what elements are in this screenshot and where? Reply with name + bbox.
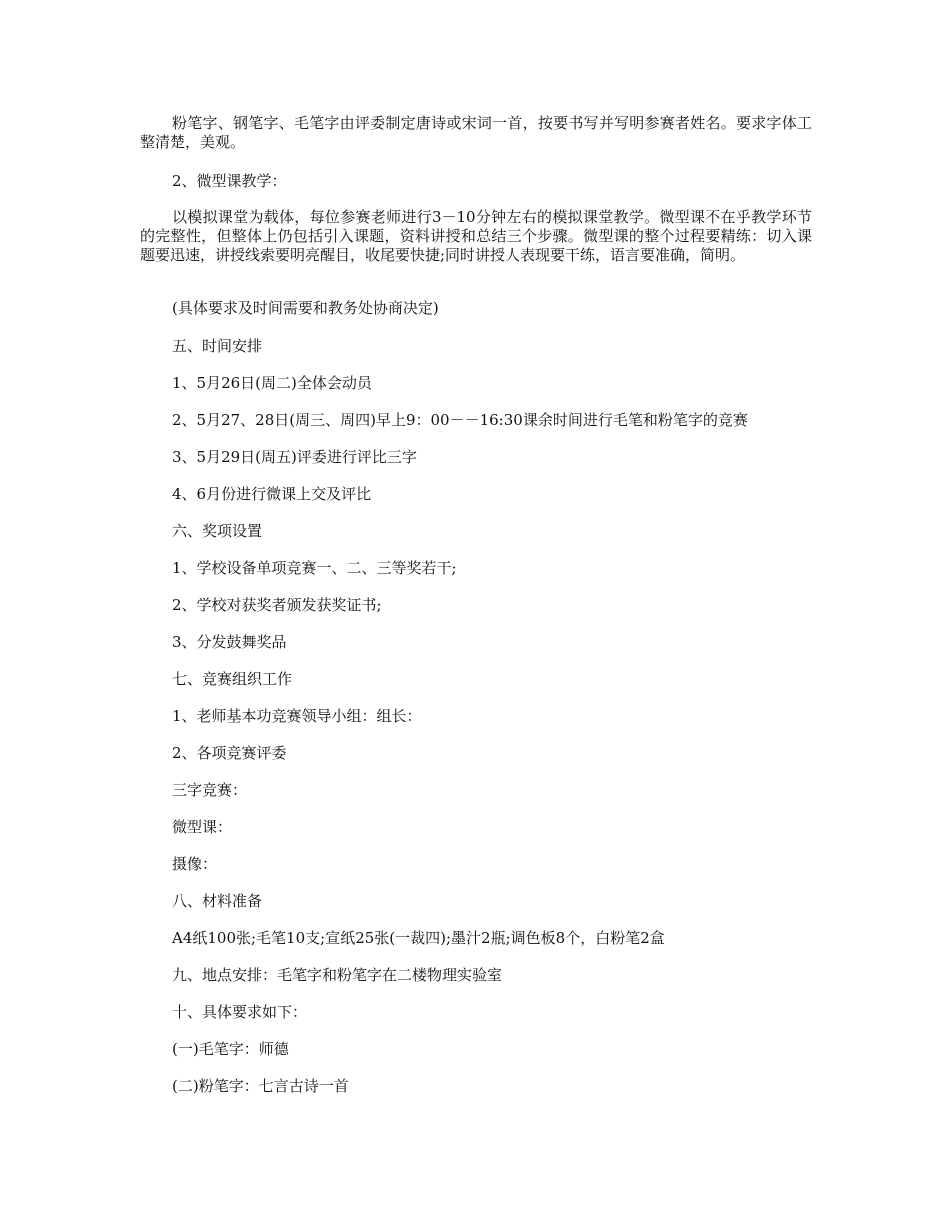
- organization-item-1: 1、老师基本功竞赛领导小组：组长：: [172, 707, 422, 725]
- paragraph-micro-lesson: 以模拟课堂为载体，每位参赛老师进行3－10分钟左右的模拟课堂教学。微型课不在乎教学环节的完整性，但整体上仍包括引入课题，资料讲授和总结三个步骤。微型课的整个过程要精练：切入课题要迅速，讲授线索要明亮醒目，收尾要快捷;同时讲授人表现要干练，语言要准确，简明。: [140, 208, 812, 264]
- heading-micro-lesson: 2、微型课教学：: [172, 172, 287, 190]
- schedule-item-4: 4、6月份进行微课上交及评比: [172, 485, 372, 503]
- section-heading-requirements: 十、具体要求如下：: [172, 1003, 308, 1021]
- award-item-3: 3、分发鼓舞奖品: [172, 633, 287, 651]
- schedule-item-1: 1、5月26日(周二)全体会动员: [172, 374, 372, 392]
- requirement-chalk-calligraphy: (二)粉笔字：七言古诗一首: [172, 1077, 349, 1095]
- judges-three-characters: 三字竞赛：: [172, 781, 248, 799]
- award-item-1: 1、学校设备单项竞赛一、二、三等奖若干;: [172, 559, 457, 577]
- section-heading-awards: 六、奖项设置: [172, 522, 263, 540]
- note-requirements: (具体要求及时间需要和教务处协商决定): [172, 299, 439, 317]
- requirement-brush-calligraphy: (一)毛笔字：师德: [172, 1040, 289, 1058]
- materials-list: A4纸100张;毛笔10支;宣纸25张(一裁四);墨汁2瓶;调色板8个，白粉笔2盒: [172, 929, 665, 947]
- section-heading-location: 九、地点安排：毛笔字和粉笔字在二楼物理实验室: [172, 966, 503, 984]
- schedule-item-3: 3、5月29日(周五)评委进行评比三字: [172, 448, 417, 466]
- schedule-item-2: 2、5月27、28日(周三、周四)早上9：00－－16:30课余时间进行毛笔和粉笔字的竞赛: [172, 411, 748, 429]
- section-heading-organization: 七、竞赛组织工作: [172, 670, 293, 688]
- section-heading-materials: 八、材料准备: [172, 892, 263, 910]
- section-heading-schedule: 五、时间安排: [172, 337, 263, 355]
- paragraph-writing-rules: 粉笔字、钢笔字、毛笔字由评委制定唐诗或宋词一首，按要书写并写明参赛者姓名。要求字体工整清楚，美观。: [140, 114, 812, 151]
- award-item-2: 2、学校对获奖者颁发获奖证书;: [172, 596, 382, 614]
- judges-micro-lesson: 微型课：: [172, 818, 233, 836]
- judges-video: 摄像：: [172, 855, 218, 873]
- organization-item-2: 2、各项竞赛评委: [172, 744, 287, 762]
